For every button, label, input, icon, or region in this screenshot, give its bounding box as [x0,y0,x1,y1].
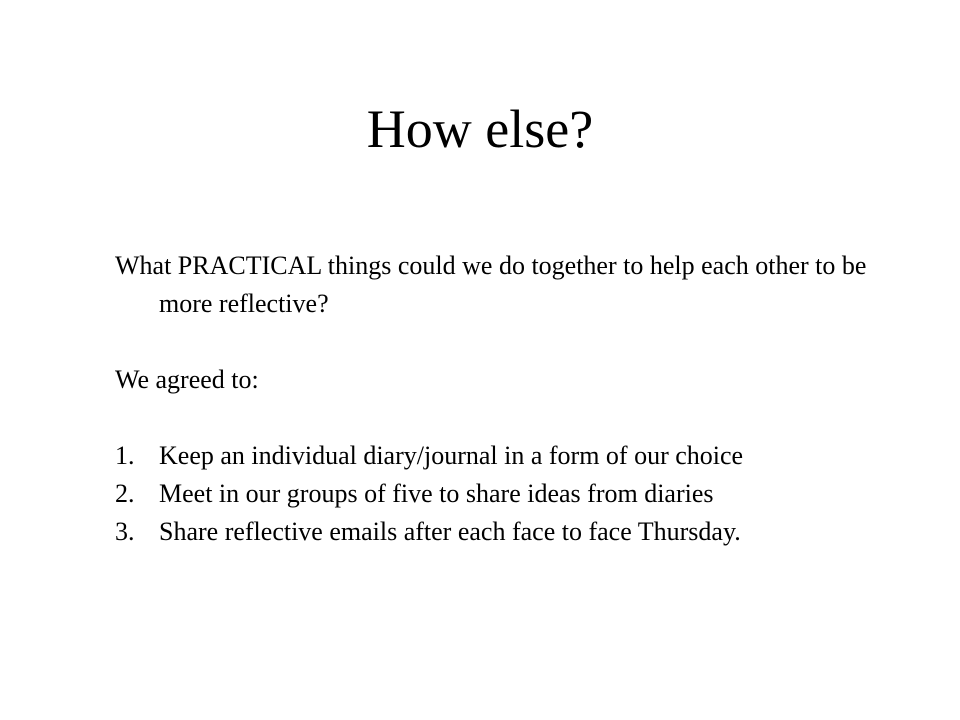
agreement-list [115,437,915,551]
slide-body [115,247,915,551]
intro-paragraph: We agreed to: [115,365,259,394]
list-item-number: 1. [115,441,135,470]
question-paragraph: What PRACTICAL things could we do together to help each other to be more reflective? [115,251,867,318]
list-item-text: Share reflective emails after each face to face Thursday. [159,517,741,546]
list-item [115,513,915,551]
list-item-text: Keep an individual diary/journal in a form of our choice [159,441,744,470]
list-item-number: 3. [115,517,135,546]
list-item [115,475,915,513]
list-item [115,437,915,475]
spacer [115,323,915,361]
slide-title: How else? [366,99,594,159]
list-item-number: 2. [115,479,135,508]
list-item-text: Meet in our groups of five to share ideas from diaries [159,479,714,508]
spacer [115,399,915,437]
